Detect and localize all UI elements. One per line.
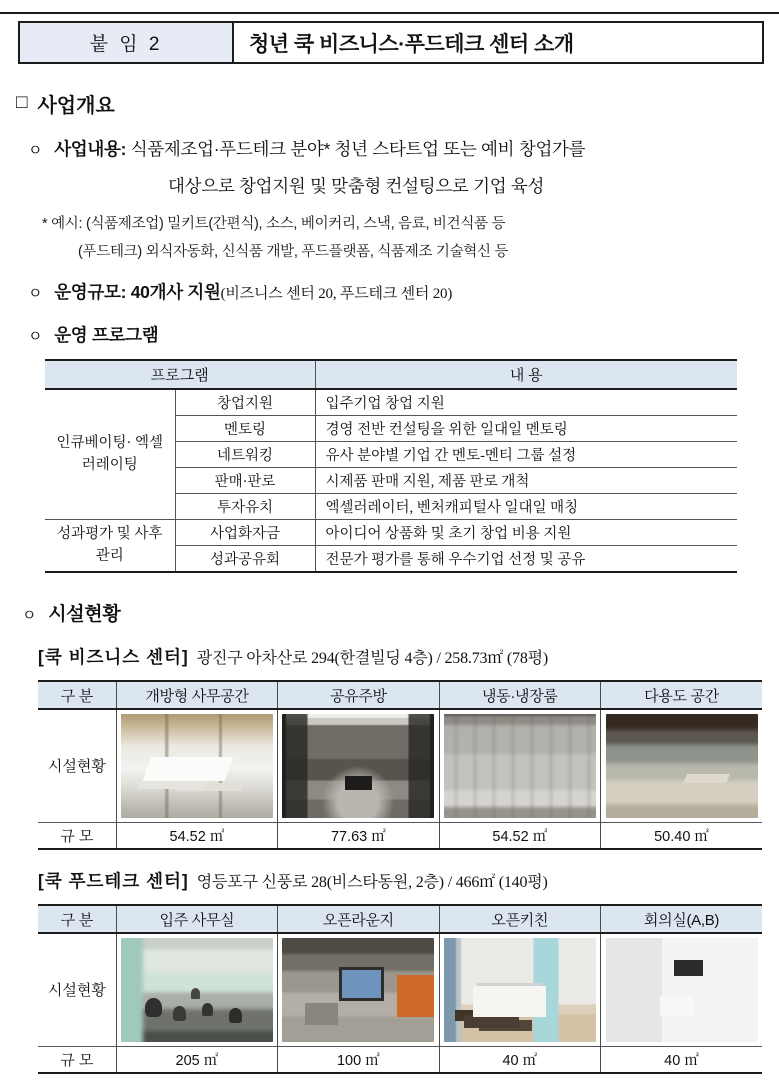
group-evaluation-cell: 성과평가 및 사후관리: [45, 520, 175, 573]
business-center-address: 광진구 아차산로 294(한결빌딩 4층) / 258.73㎡ (78평): [196, 650, 549, 667]
table-row: [45, 520, 737, 546]
category-column-header: 구 분: [38, 681, 116, 709]
content-cell: 엑셀러레이터, 벤처캐피털사 일대일 매칭: [315, 494, 737, 520]
circle-bullet-icon: ㅇ: [28, 285, 43, 302]
facility-photo-row: [38, 933, 762, 1046]
photo-cell: [278, 709, 439, 822]
tenant-office-photo: [121, 938, 273, 1042]
example-note-line1: * 예시: (식품제조업) 밀키트(간편식), 소스, 베이커리, 스낵, 음료, 비건식품 등: [42, 216, 506, 232]
page-title: 청년 쿡 비즈니스·푸드테크 센터 소개: [249, 32, 574, 56]
photo-cell: [601, 709, 762, 822]
program-cell: 투자유치: [175, 494, 315, 520]
program-cell: 판매·판로: [175, 468, 315, 494]
square-bullet-icon: □: [16, 91, 28, 113]
program-heading-label: 운영 프로그램: [54, 325, 159, 345]
photo-cell: [601, 933, 762, 1046]
table-row: [45, 389, 737, 416]
program-column-header: 프로그램: [45, 360, 315, 389]
content-cell: 경영 전반 컨설팅을 위한 일대일 멘토링: [315, 416, 737, 442]
facility-size-row: [38, 1046, 762, 1073]
shared-kitchen-photo: [282, 714, 434, 818]
foodtech-center-table: [38, 904, 762, 1074]
facility-photo-row: [38, 709, 762, 822]
attachment-header: [18, 21, 764, 64]
space-column-header: 다용도 공간: [601, 681, 762, 709]
content-column-header: 내 용: [315, 360, 737, 389]
size-row-label: 규 모: [38, 1046, 116, 1073]
circle-bullet-icon: ㅇ: [28, 142, 43, 159]
space-column-header: 회의실(A,B): [601, 905, 762, 933]
space-column-header: 공유주방: [278, 681, 439, 709]
business-center-title-line: [38, 644, 779, 669]
size-cell: 54.52 ㎡: [116, 822, 277, 849]
facility-table-header-row: [38, 681, 762, 709]
content-cell: 시제품 판매 지원, 제품 판로 개척: [315, 468, 737, 494]
operation-scale-label: 운영규모:: [54, 282, 127, 302]
business-content-label: 사업내용:: [54, 139, 127, 159]
facilities-section-heading: [22, 599, 779, 626]
foodtech-center-address: 영등포구 신풍로 28(비스타동원, 2층) / 466㎡ (140평): [196, 874, 548, 891]
business-content-line1: 식품제조업·푸드테크 분야* 청년 스타트업 또는 예비 창업가를: [130, 139, 586, 159]
size-cell: 77.63 ㎡: [278, 822, 439, 849]
facilities-heading-label: 시설현황: [48, 604, 121, 625]
example-note-line2: (푸드테크) 외식자동화, 신식품 개발, 푸드플랫폼, 식품제조 기술혁신 등: [78, 244, 509, 260]
foodtech-center-title-line: [38, 868, 779, 893]
space-column-header: 개방형 사무공간: [116, 681, 277, 709]
operation-scale-text: [54, 279, 452, 304]
open-kitchen-photo: [444, 938, 596, 1042]
business-content-text: [54, 136, 585, 161]
size-cell: 50.40 ㎡: [601, 822, 762, 849]
multipurpose-space-photo: [606, 714, 758, 818]
foodtech-center-name: [쿡 푸드테크 센터]: [38, 871, 189, 891]
program-cell: 사업화자금: [175, 520, 315, 546]
category-column-header: 구 분: [38, 905, 116, 933]
photo-cell: [439, 709, 600, 822]
size-cell: 100 ㎡: [278, 1046, 439, 1073]
circle-bullet-icon: ㅇ: [22, 607, 37, 624]
program-table-header-row: [45, 360, 737, 389]
business-center-name: [쿡 비즈니스 센터]: [38, 647, 189, 667]
business-content-line: [28, 136, 779, 161]
program-cell: 네트워킹: [175, 442, 315, 468]
size-cell: 205 ㎡: [116, 1046, 277, 1073]
operation-scale-value: 40개사 지원: [130, 282, 221, 302]
content-cell: 아이디어 상품화 및 초기 창업 비용 지원: [315, 520, 737, 546]
content-cell: 전문가 평가를 통해 우수기업 선정 및 공유: [315, 546, 737, 573]
program-section-heading: [28, 322, 779, 347]
content-cell: 유사 분야별 기업 간 멘토-멘티 그룹 설정: [315, 442, 737, 468]
space-column-header: 입주 사무실: [116, 905, 277, 933]
facility-size-row: [38, 822, 762, 849]
open-lounge-photo: [282, 938, 434, 1042]
size-row-label: 규 모: [38, 822, 116, 849]
space-column-header: 오픈라운지: [278, 905, 439, 933]
group-incubating-cell: 인큐베이팅· 엑셀러레이팅: [56, 434, 163, 473]
facility-table-header-row: [38, 905, 762, 933]
photo-cell: [278, 933, 439, 1046]
program-cell: 창업지원: [175, 389, 315, 416]
program-cell: 성과공유회: [175, 546, 315, 573]
photo-cell: [439, 933, 600, 1046]
business-content-line2: 대상으로 창업지원 및 맞춤형 컨설팅으로 기업 육성: [168, 176, 545, 196]
size-cell: 40 ㎡: [601, 1046, 762, 1073]
space-column-header: 오픈키친: [439, 905, 600, 933]
operation-scale-detail: (비즈니스 센터 20, 푸드테크 센터 20): [220, 286, 453, 302]
meeting-room-photo: [606, 938, 758, 1042]
content-cell: 입주기업 창업 지원: [315, 389, 737, 416]
business-center-table: [38, 680, 762, 850]
size-cell: 54.52 ㎡: [439, 822, 600, 849]
photo-cell: [116, 709, 277, 822]
space-column-header: 냉동·냉장룸: [439, 681, 600, 709]
attachment-badge: 붙 임 2: [20, 23, 234, 62]
overview-section-heading: [16, 89, 779, 118]
photo-cell: [116, 933, 277, 1046]
photo-row-label: 시설현황: [47, 758, 106, 776]
photo-row-label: 시설현황: [47, 982, 106, 1000]
circle-bullet-icon: ㅇ: [28, 328, 43, 345]
size-cell: 40 ㎡: [439, 1046, 600, 1073]
program-table: [45, 359, 737, 573]
program-cell: 멘토링: [175, 416, 315, 442]
operation-scale-line: [28, 279, 779, 304]
open-office-photo: [121, 714, 273, 818]
overview-heading-label: 사업개요: [37, 95, 115, 117]
cold-storage-room-photo: [444, 714, 596, 818]
page-top-rule: [0, 12, 779, 14]
